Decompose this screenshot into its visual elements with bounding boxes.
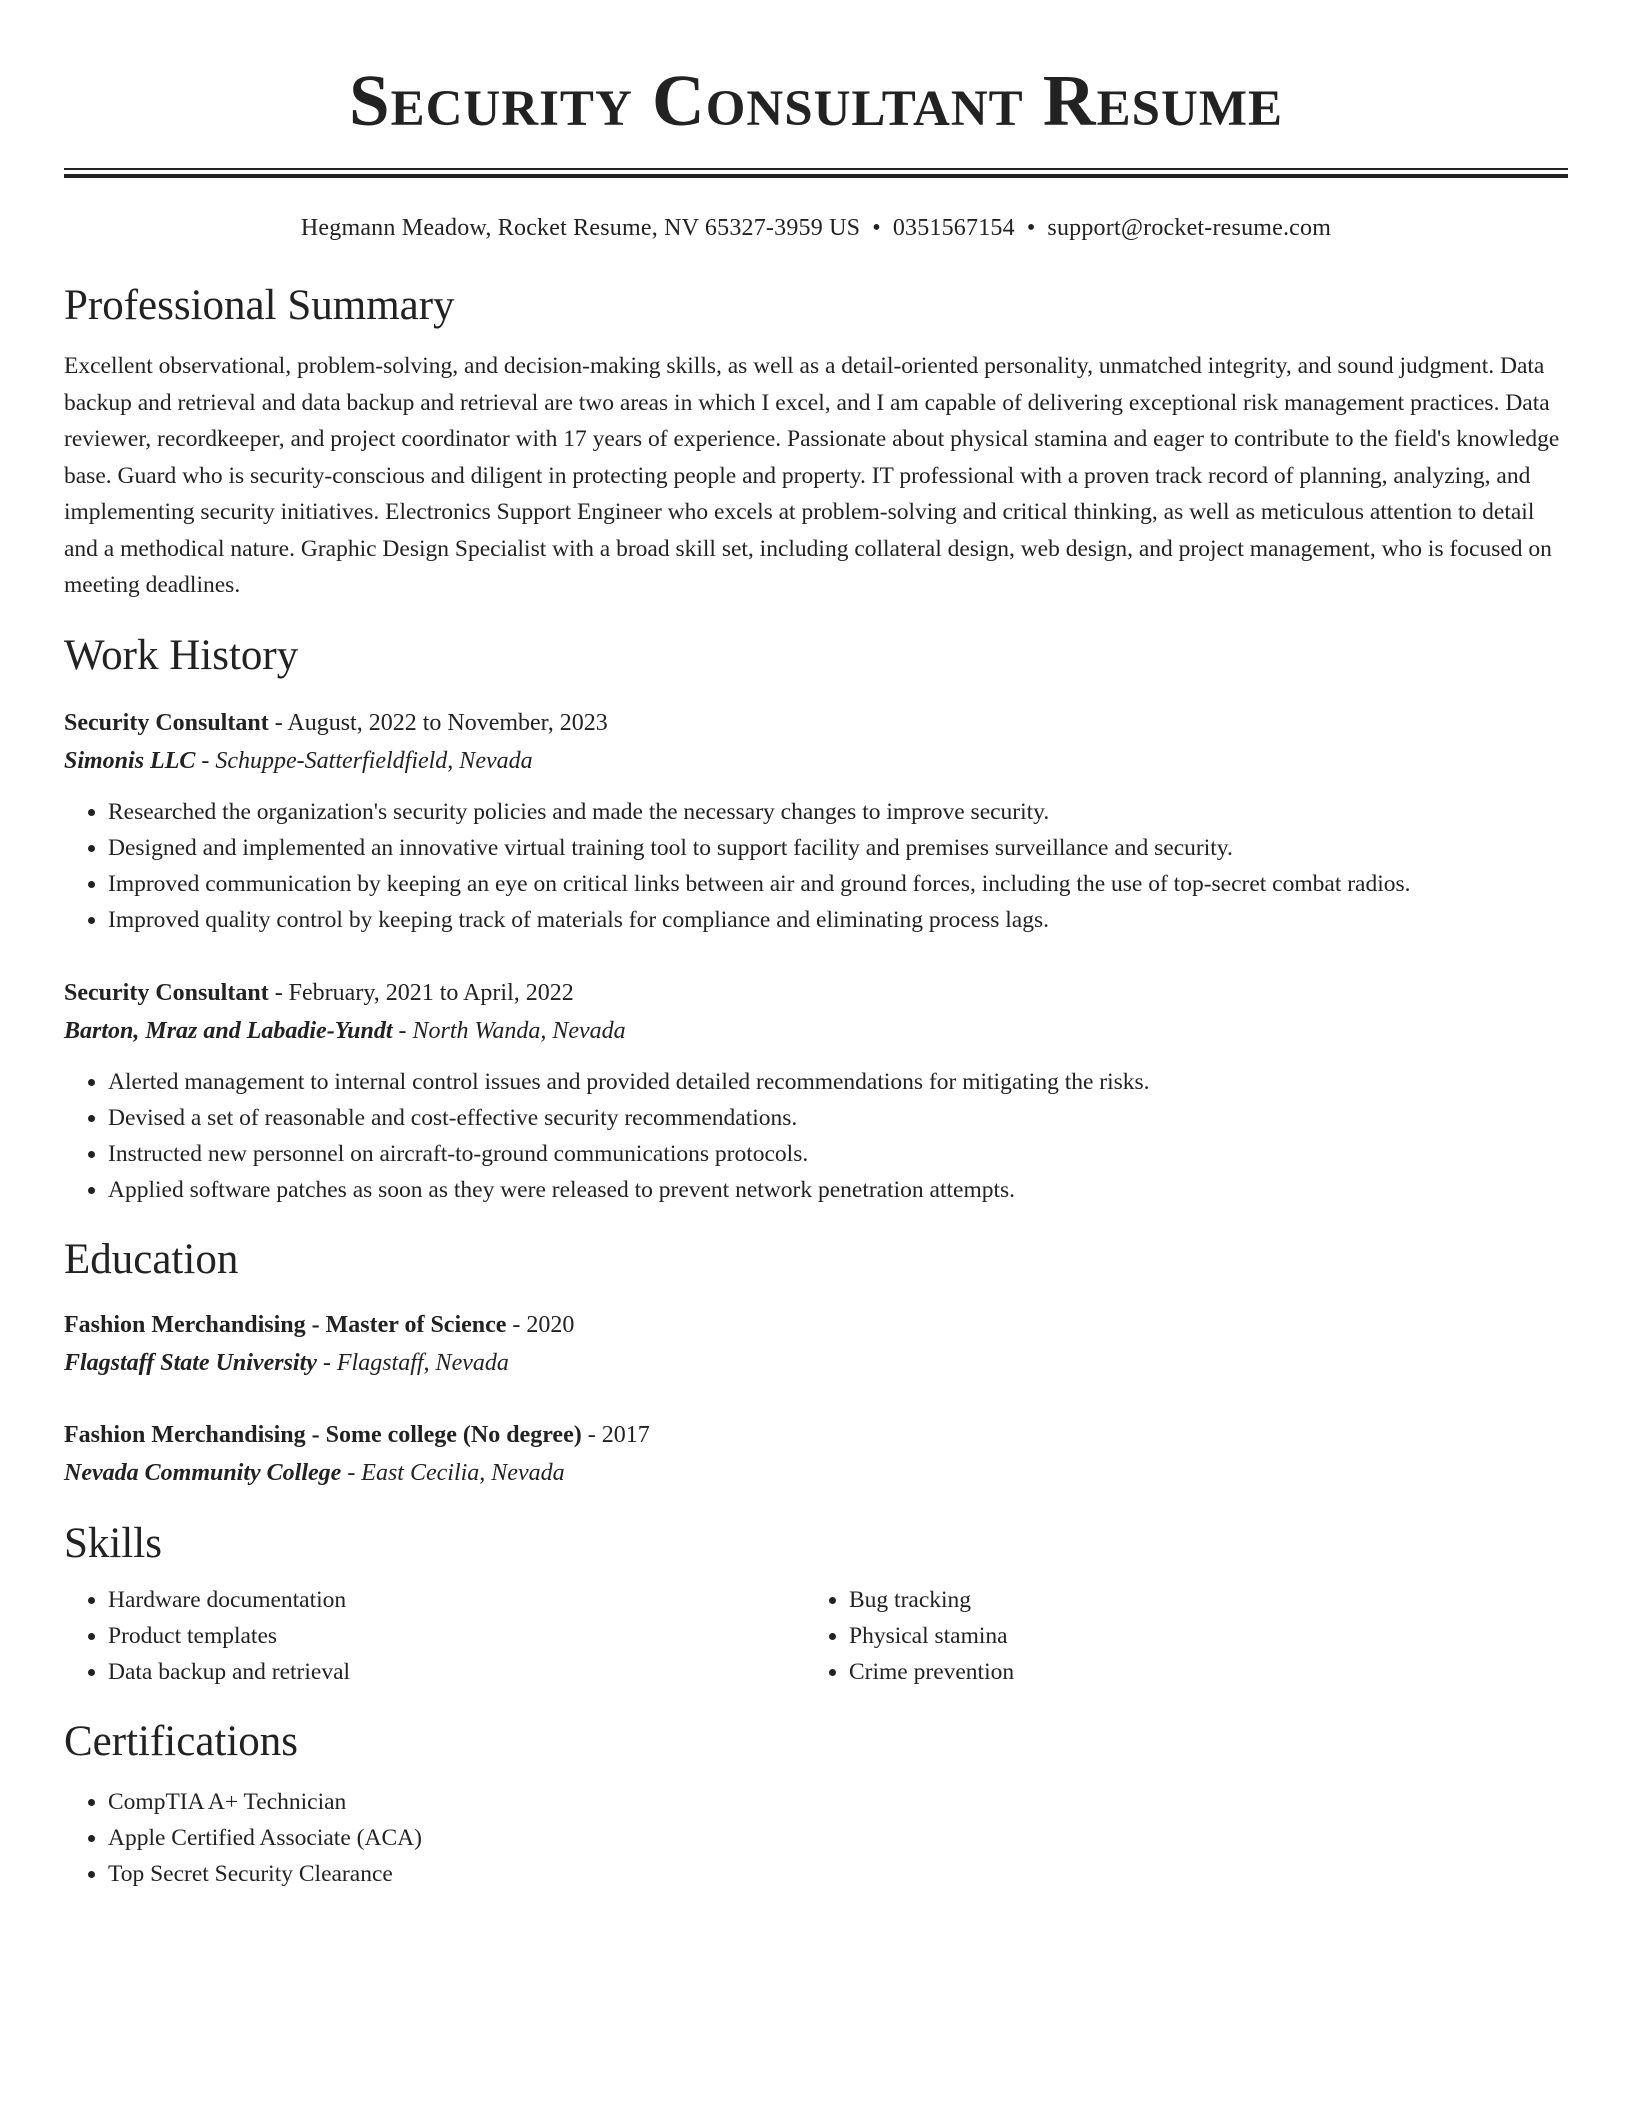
job-dates: - August, 2022 to November, 2023: [268, 709, 608, 736]
graduation-year: - 2017: [581, 1421, 650, 1448]
job-entry: [64, 974, 1568, 1208]
job-bullet: • Instructed new personnel on aircraft-to-ground communications protocols.: [108, 1136, 1568, 1172]
job-title: Security Consultant: [64, 709, 269, 736]
school-line: [64, 1454, 1568, 1492]
work-history-heading: Work History: [64, 631, 299, 679]
school-name: Nevada Community College: [64, 1459, 342, 1486]
job-company: Barton, Mraz and Labadie-Yundt: [64, 1017, 393, 1044]
skill-item: • Hardware documentation: [108, 1582, 805, 1618]
skills-column-right: [805, 1582, 1546, 1690]
skill-item: • Bug tracking: [849, 1582, 1546, 1618]
contact-phone: 0351567154: [892, 215, 1015, 241]
school-location: - East Cecilia, Nevada: [341, 1459, 565, 1486]
school-location: - Flagstaff, Nevada: [316, 1349, 509, 1376]
school-name: Flagstaff State University: [64, 1349, 317, 1376]
job-bullets: [64, 1064, 1568, 1208]
job-title: Security Consultant: [64, 979, 269, 1006]
certifications-list: [64, 1784, 1568, 1892]
job-dates: - February, 2021 to April, 2022: [268, 979, 574, 1006]
certifications-heading: Certifications: [64, 1717, 299, 1765]
degree-line: [64, 1416, 1568, 1454]
school-line: [64, 1344, 1568, 1382]
education-entry: [64, 1306, 1568, 1382]
contact-separator: •: [1026, 215, 1036, 241]
job-title-line: [64, 974, 1568, 1012]
summary-text: Excellent observational, problem-solving, and decision-making skills, as well as a detail-oriented personality, unmatched integrity, and sound judgment. Data backup and retrieval and data backup and retrieval are two areas in which I excel, and I am capable of delivering exceptional risk management practices. Data reviewer, recordkeeper, and project coordinator with 17 years of experience. Passionate about physical stamina and eager to contribute to the field's knowledge base. Guard who is security-conscious and diligent in protecting people and property. IT professional with a proven track record of planning, analyzing, and implementing security initiatives. Electronics Support Engineer who excels at problem-solving and critical thinking, as well as meticulous attention to detail and a methodical nature. Graphic Design Specialist with a broad skill set, including collateral design, web design, and project management, who is focused on meeting deadlines.: [64, 353, 1560, 598]
job-location: - North Wanda, Nevada: [392, 1017, 626, 1044]
degree: Fashion Merchandising - Some college (No degree): [64, 1421, 582, 1448]
job-bullet: • Improved communication by keeping an eye on critical links between air and ground forces, including the use of top-secret combat radios.: [108, 866, 1568, 902]
degree-line: [64, 1306, 1568, 1344]
certification-item: • Top Secret Security Clearance: [108, 1856, 1568, 1892]
skill-item: • Product templates: [108, 1618, 805, 1654]
skills-heading: Skills: [64, 1519, 162, 1567]
summary-heading: Professional Summary: [64, 282, 455, 329]
skill-item: • Crime prevention: [849, 1654, 1546, 1690]
title-divider: [64, 168, 1568, 178]
job-bullet: • Improved quality control by keeping track of materials for compliance and eliminating process lags.: [108, 902, 1568, 938]
job-bullet: • Researched the organization's security policies and made the necessary changes to improve security.: [108, 794, 1568, 830]
job-bullets: [64, 794, 1568, 938]
job-bullet: • Devised a set of reasonable and cost-effective security recommendations.: [108, 1100, 1568, 1136]
skills-grid: [64, 1582, 1568, 1690]
contact-address: Hegmann Meadow, Rocket Resume, NV 65327-3959 US: [300, 215, 861, 241]
job-company-line: [64, 1012, 1568, 1050]
job-bullet: • Designed and implemented an innovative virtual training tool to support facility and premises surveillance and security.: [108, 830, 1568, 866]
certification-item: • CompTIA A+ Technician: [108, 1784, 1568, 1820]
job-bullet: • Alerted management to internal control issues and provided detailed recommendations for mitigating the risks.: [108, 1064, 1568, 1100]
education-heading: Education: [64, 1235, 239, 1283]
skills-column-left: [64, 1582, 805, 1690]
job-entry: [64, 704, 1568, 938]
job-title-line: [64, 704, 1568, 742]
contact-separator: •: [872, 215, 881, 241]
contact-info: [64, 212, 1568, 244]
skill-item: • Physical stamina: [849, 1618, 1546, 1654]
education-entry: [64, 1416, 1568, 1492]
job-company: Simonis LLC: [64, 747, 196, 774]
certification-item: • Apple Certified Associate (ACA): [108, 1820, 1568, 1856]
job-bullet: • Applied software patches as soon as they were released to prevent network penetration attempts.: [108, 1172, 1568, 1208]
contact-email: support@rocket-resume.com: [1047, 215, 1332, 241]
degree: Fashion Merchandising - Master of Science: [64, 1311, 507, 1338]
graduation-year: - 2020: [506, 1311, 575, 1338]
resume-title: Security Consultant Resume: [348, 60, 1284, 141]
job-location: - Schuppe-Satterfieldfield, Nevada: [195, 747, 533, 774]
skill-item: • Data backup and retrieval: [108, 1654, 805, 1690]
job-company-line: [64, 742, 1568, 780]
